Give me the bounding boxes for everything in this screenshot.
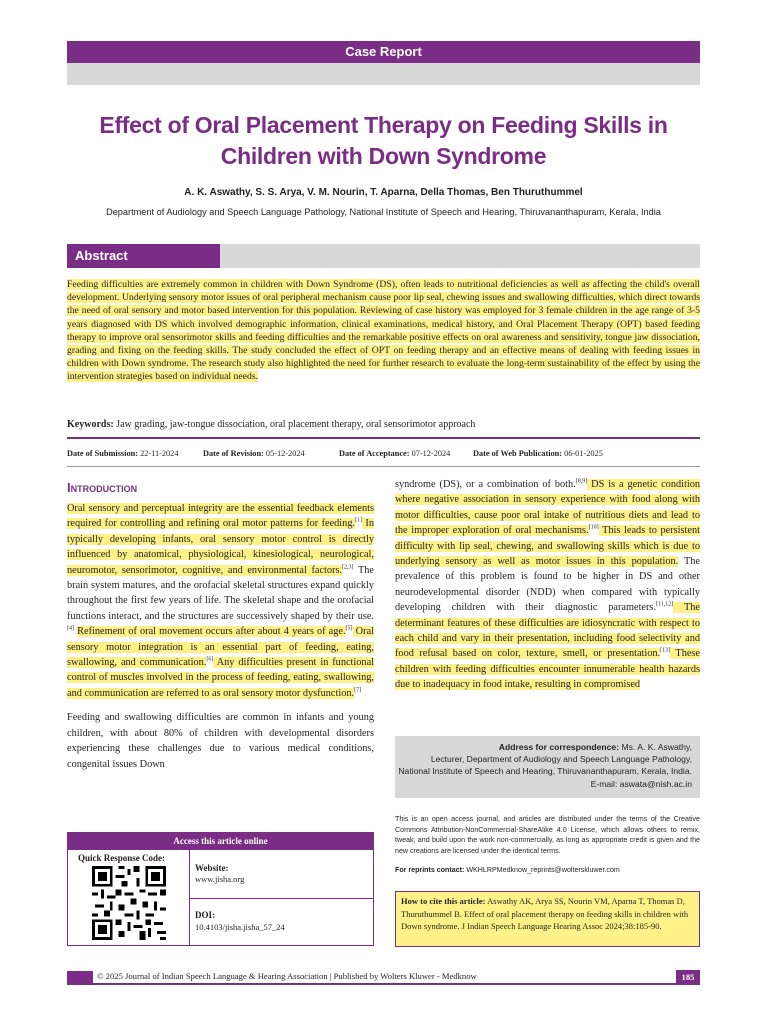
citation-ref[interactable]: [6] <box>206 656 214 663</box>
correspondence-box <box>395 736 700 798</box>
divider-thin <box>67 466 700 467</box>
banner-grey-strip <box>67 63 700 85</box>
date-publication <box>473 449 603 458</box>
intro-paragraph-2: Feeding and swallowing difficulties are common in infants and young children, with about 80% of children with developmental disorders experiencing these challenges due to various medical conditions, congenital issues Down <box>67 712 374 770</box>
access-online-box <box>67 832 374 946</box>
intro-text: The prevalence of this problem is found to be higher in DS and other neurodevelopmental disorder (NDD) when compared with typically developing children with their diagnostic parameters. <box>395 556 700 614</box>
citation-ref[interactable]: [4] <box>67 625 74 632</box>
doi-label: DOI: <box>195 910 215 920</box>
intro-text: This leads to persistent difficulty with lip seal, chewing, and swallowing skills which is due to underlying sensory as well as motor issues in this population. <box>395 525 700 568</box>
keywords <box>67 419 700 430</box>
citation-ref[interactable]: [10] <box>588 524 599 531</box>
date-acceptance-label: Date of Acceptance: <box>339 449 410 458</box>
date-acceptance <box>339 449 450 458</box>
date-acceptance-value: 07-12-2024 <box>411 449 451 458</box>
correspondence-email[interactable]: E-mail: aswata@nish.ac.in <box>590 778 692 789</box>
page-number: 185 <box>676 970 700 984</box>
reprints-contact <box>395 866 700 874</box>
citation-ref[interactable]: [8,9] <box>575 478 588 485</box>
doi-link[interactable]: 10.4103/jisha.jisha_57_24 <box>195 922 285 932</box>
citation-ref[interactable]: [13] <box>660 648 671 655</box>
abstract-body: Feeding difficulties are extremely common in children with Down Syndrome (DS), often leads to nutritional deficiencies as well as affecting the child's overall development. Underlying sensory motor issues of oral peripheral mechanism cause poor lip seal, chewing issues and swallowing difficulties, which direct towards the need of oral sensory and motor based intervention for this population. Reviewing of case history was employed for 3 female children in the age range of 3-5 years diagnosed with DS which involved demographic information, clinical examinations, medical history, and Oral Placement Therapy (OPT) based feeding therapy to improve oral sensorimotor skills and feeding difficulties and the remarkable positive effects on oral awareness and sensitivity, tongue jaw dissociation, grading and fixing on the feeding skills. The study concluded the effect of OPT on feeding therapy and an effective means of dealing with feeding issues in children with Down syndrome. The research study also highlighted the need for further research to evaluate the long-term sustainability of the effect by using the intervention strategies based on individual needs. <box>67 279 700 383</box>
column-right <box>395 477 700 693</box>
date-publication-label: Date of Web Publication: <box>473 449 563 458</box>
intro-text: The determinant features of these difficulties are idiosyncratic with respect to each child and vary in their presentation, including food selectivity and food refusal based on color, texture, smell, or presentation. <box>395 602 700 660</box>
intro-text: Refinement of oral movement occurs after about 4 years of age. <box>77 626 346 638</box>
date-revision <box>203 449 305 458</box>
intro-text: Oral sensory and perceptual integrity are the essential feedback elements required for controlling and refining oral motor patterns for feeding. <box>67 503 374 530</box>
correspondence-label: Address for correspondence: <box>498 742 620 752</box>
cite-text: Aswathy AK, Arya SS, Nourin VM, Aparna T, Thomas D, Thuruthummel B. Effect of oral placement therapy on feeding skills in children with Down syndrome. J Indian Speech Language Hearing Assoc 2024;38:185-90. <box>401 896 689 932</box>
page-footer <box>67 969 700 985</box>
correspondence-line: Lecturer, Department of Audiology and Speech Language Pathology, <box>430 754 692 765</box>
box-divider-horizontal <box>189 898 374 899</box>
date-publication-value: 06-01-2025 <box>564 449 603 458</box>
reprints-email[interactable]: WKHLRPMedknow_reprints@wolterskluwer.com <box>466 866 620 874</box>
intro-text: Oral sensory motor integration is an essential part of feeding, eating, swallowing, and communication. <box>67 626 374 669</box>
citation-ref[interactable]: [11,12] <box>656 601 674 608</box>
intro-text: syndrome (DS), or a combination of both. <box>395 479 576 490</box>
column-left <box>67 501 374 772</box>
article-type-banner: Case Report <box>67 41 700 63</box>
article-title: Effect of Oral Placement Therapy on Feeding Skills in Children with Down Syndrome <box>99 112 668 169</box>
website-link[interactable]: www.jisha.org <box>195 874 245 884</box>
affiliation: Department of Audiology and Speech Language Pathology, National Institute of Speech and Hearing, Thiruvananthapuram, Kerala, India <box>106 207 661 217</box>
correspondence-line <box>395 741 692 753</box>
correspondence-name: Ms. A. K. Aswathy, <box>621 742 692 752</box>
intro-text: The brain system matures, and the orofacial skeletal structures expand quickly throughout the first few years of life. The skeletal shape and the orofacial functions interact, and the structures are successively shaped by their use. <box>67 564 374 622</box>
intro-text: In typically developing infants, oral sensory motor control is directly influenced by anatomical, physiological, kinesiological, neurological, neuromotor, sensorimotor, cognitive, and environmental factors. <box>67 518 375 576</box>
citation-ref[interactable]: [7] <box>354 687 362 694</box>
footer-accent <box>67 971 93 983</box>
website-label: Website: <box>195 863 229 873</box>
author-list: A. K. Aswathy, S. S. Arya, V. M. Nourin, T. Aparna, Della Thomas, Ben Thuruthummel <box>184 187 583 198</box>
qr-label: Quick Response Code: <box>78 853 166 863</box>
license-text: This is an open access journal, and articles are distributed under the terms of the Creative Commons Attribution-NonCommercial-ShareAlike 4.0 License, which allows others to remix, tweak, and build upon the work non-commercially, as long as appropriate credit is given and the new creations are licensed under the identical terms. <box>395 815 700 856</box>
abstract-text <box>67 278 700 384</box>
date-revision-value: 05-12-2024 <box>265 449 305 458</box>
cite-label: How to cite this article: <box>401 896 486 906</box>
citation-ref[interactable]: [5] <box>345 625 353 632</box>
date-submission <box>67 449 178 458</box>
qr-code-icon[interactable] <box>92 866 166 940</box>
date-submission-value: 22-11-2024 <box>140 449 179 458</box>
footer-text: © 2025 Journal of Indian Speech Language & Hearing Association | Published by Wolters Kluwer - Medknow <box>97 971 477 981</box>
intro-text: DS is a genetic condition where negative association in sensory experience with food along with motor difficulties, cause poor oral intake of nutritious diets and lead to the improper exploration of oral mechanisms. <box>395 479 700 537</box>
how-to-cite-box <box>395 891 700 947</box>
date-submission-label: Date of Submission: <box>67 449 138 458</box>
introduction-heading: Introduction <box>67 480 138 495</box>
intro-paragraph-3 <box>395 477 700 693</box>
divider <box>67 437 700 439</box>
intro-text: Any difficulties present in functional control of muscles involved in the process of feeding, eating, swallowing, and communication are referred to as oral sensory motor dysfunction. <box>67 657 374 699</box>
reprints-label: For reprints contact: <box>395 866 465 874</box>
keywords-text: Jaw grading, jaw-tongue dissociation, oral placement therapy, oral sensorimotor approach <box>116 419 476 430</box>
abstract-heading: Abstract <box>67 244 220 268</box>
intro-text: These children with feeding difficulties encounter innumerable health hazards due to inadequacy in food intake, resulting in compromised <box>395 648 700 691</box>
keywords-label: Keywords: <box>67 419 114 430</box>
correspondence-line: National Institute of Speech and Hearing, Thiruvananthapuram, Kerala, India. <box>398 766 692 777</box>
intro-paragraph-1 <box>67 501 374 701</box>
citation-ref[interactable]: [2,3] <box>342 564 354 571</box>
date-revision-label: Date of Revision: <box>203 449 264 458</box>
access-heading: Access this article online <box>68 833 373 850</box>
citation-ref[interactable]: [1] <box>355 517 363 524</box>
